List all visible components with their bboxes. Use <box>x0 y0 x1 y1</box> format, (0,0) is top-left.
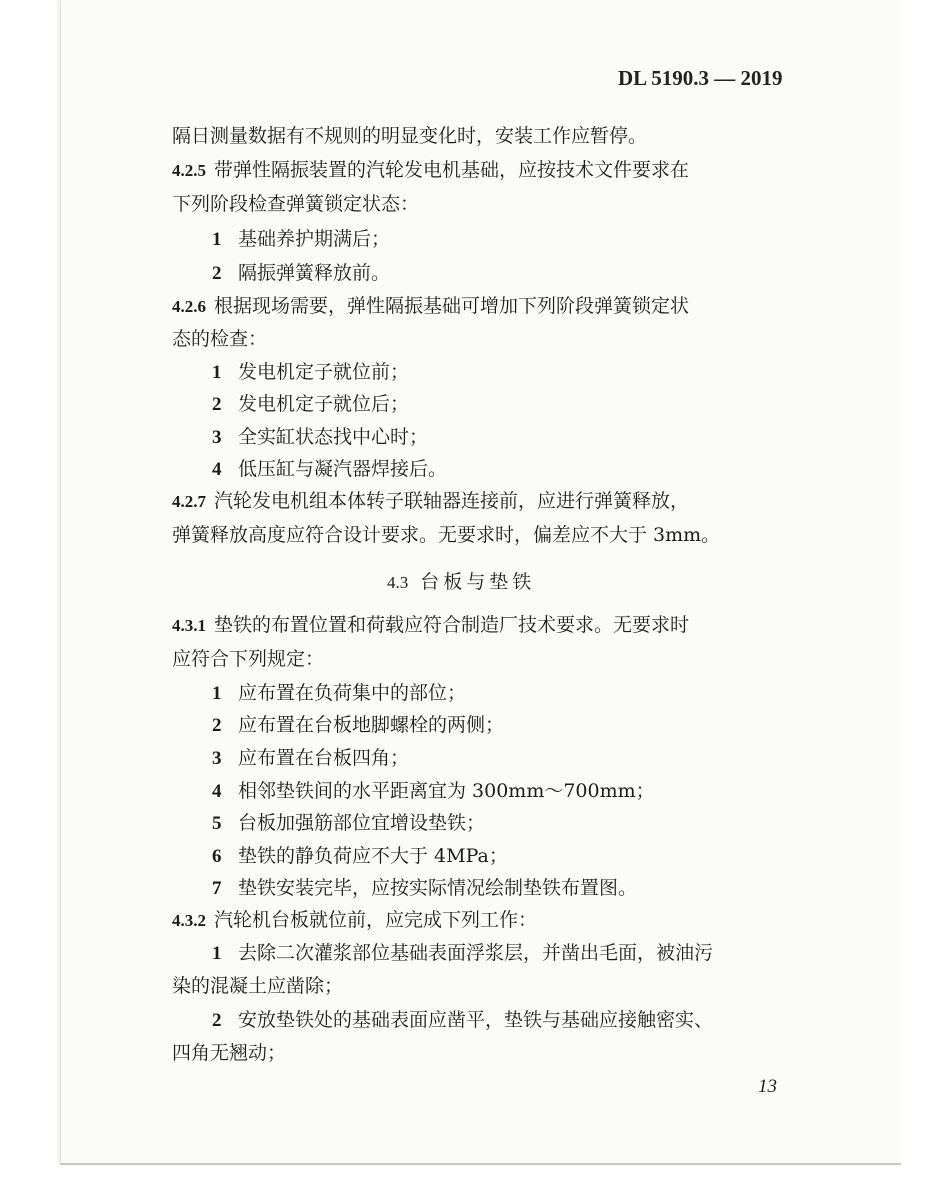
list-item: 4 低压缸与凝汽器焊接后。 <box>212 458 448 480</box>
text-line: 隔日测量数据有不规则的明显变化时，安装工作应暂停。 <box>172 125 648 147</box>
list-item: 3 应布置在台板四角； <box>212 747 410 769</box>
clause-number: 4.3.2 <box>172 911 206 930</box>
clause-4-2-6: 4.2.6 根据现场需要，弹性隔振基础可增加下列阶段弹簧锁定状 <box>172 295 690 317</box>
list-item: 2 发电机定子就位后； <box>212 393 410 415</box>
clause-number: 4.2.6 <box>172 297 206 316</box>
list-item: 2 应布置在台板地脚螺栓的两侧； <box>212 714 505 736</box>
clause-number: 4.3.1 <box>172 616 206 635</box>
list-item: 1 应布置在负荷集中的部位； <box>212 682 467 704</box>
text-line: 态的检查： <box>172 328 268 350</box>
page-number: 13 <box>758 1076 777 1097</box>
clause-4-2-7: 4.2.7 汽轮发电机组本体转子联轴器连接前，应进行弹簧释放， <box>172 490 690 512</box>
list-item: 5 台板加强筋部位宜增设垫铁； <box>212 812 486 834</box>
clause-4-3-1: 4.3.1 垫铁的布置位置和荷载应符合制造厂技术要求。无要求时 <box>172 614 690 636</box>
list-item: 1 基础养护期满后； <box>212 228 391 250</box>
section-heading: 4.3 台板与垫铁 <box>387 571 536 593</box>
text-line: 弹簧释放高度应符合设计要求。无要求时，偏差应不大于 3mm。 <box>172 524 721 546</box>
text-line: 下列阶段检查弹簧锁定状态： <box>172 193 420 215</box>
clause-number: 4.2.7 <box>172 492 206 511</box>
text-line: 四角无翘动； <box>172 1042 287 1064</box>
clause-4-3-2: 4.3.2 汽轮机台板就位前，应完成下列工作： <box>172 909 538 931</box>
list-item: 7 垫铁安装完毕，应按实际情况绘制垫铁布置图。 <box>212 877 638 899</box>
list-item: 6 垫铁的静负荷应不大于 4MPa； <box>212 845 508 867</box>
clause-number: 4.2.5 <box>172 161 206 180</box>
list-item: 4 相邻垫铁间的水平距离宜为 300mm～700mm； <box>212 780 655 802</box>
list-item: 1 发电机定子就位前； <box>212 361 410 383</box>
list-item: 3 全实缸状态找中心时； <box>212 426 429 448</box>
text-line: 染的混凝土应凿除； <box>172 975 344 997</box>
list-item: 2 隔振弹簧释放前。 <box>212 262 391 284</box>
text-line: 应符合下列规定： <box>172 648 325 670</box>
list-item: 2 安放垫铁处的基础表面应凿平，垫铁与基础应接触密实、 <box>212 1009 714 1031</box>
list-item: 1 去除二次灌浆部位基础表面浮浆层，并凿出毛面，被油污 <box>212 942 714 964</box>
clause-4-2-5: 4.2.5 带弹性隔振装置的汽轮发电机基础，应按技术文件要求在 <box>172 159 690 181</box>
page-header-standard-number: DL 5190.3 — 2019 <box>618 66 783 90</box>
